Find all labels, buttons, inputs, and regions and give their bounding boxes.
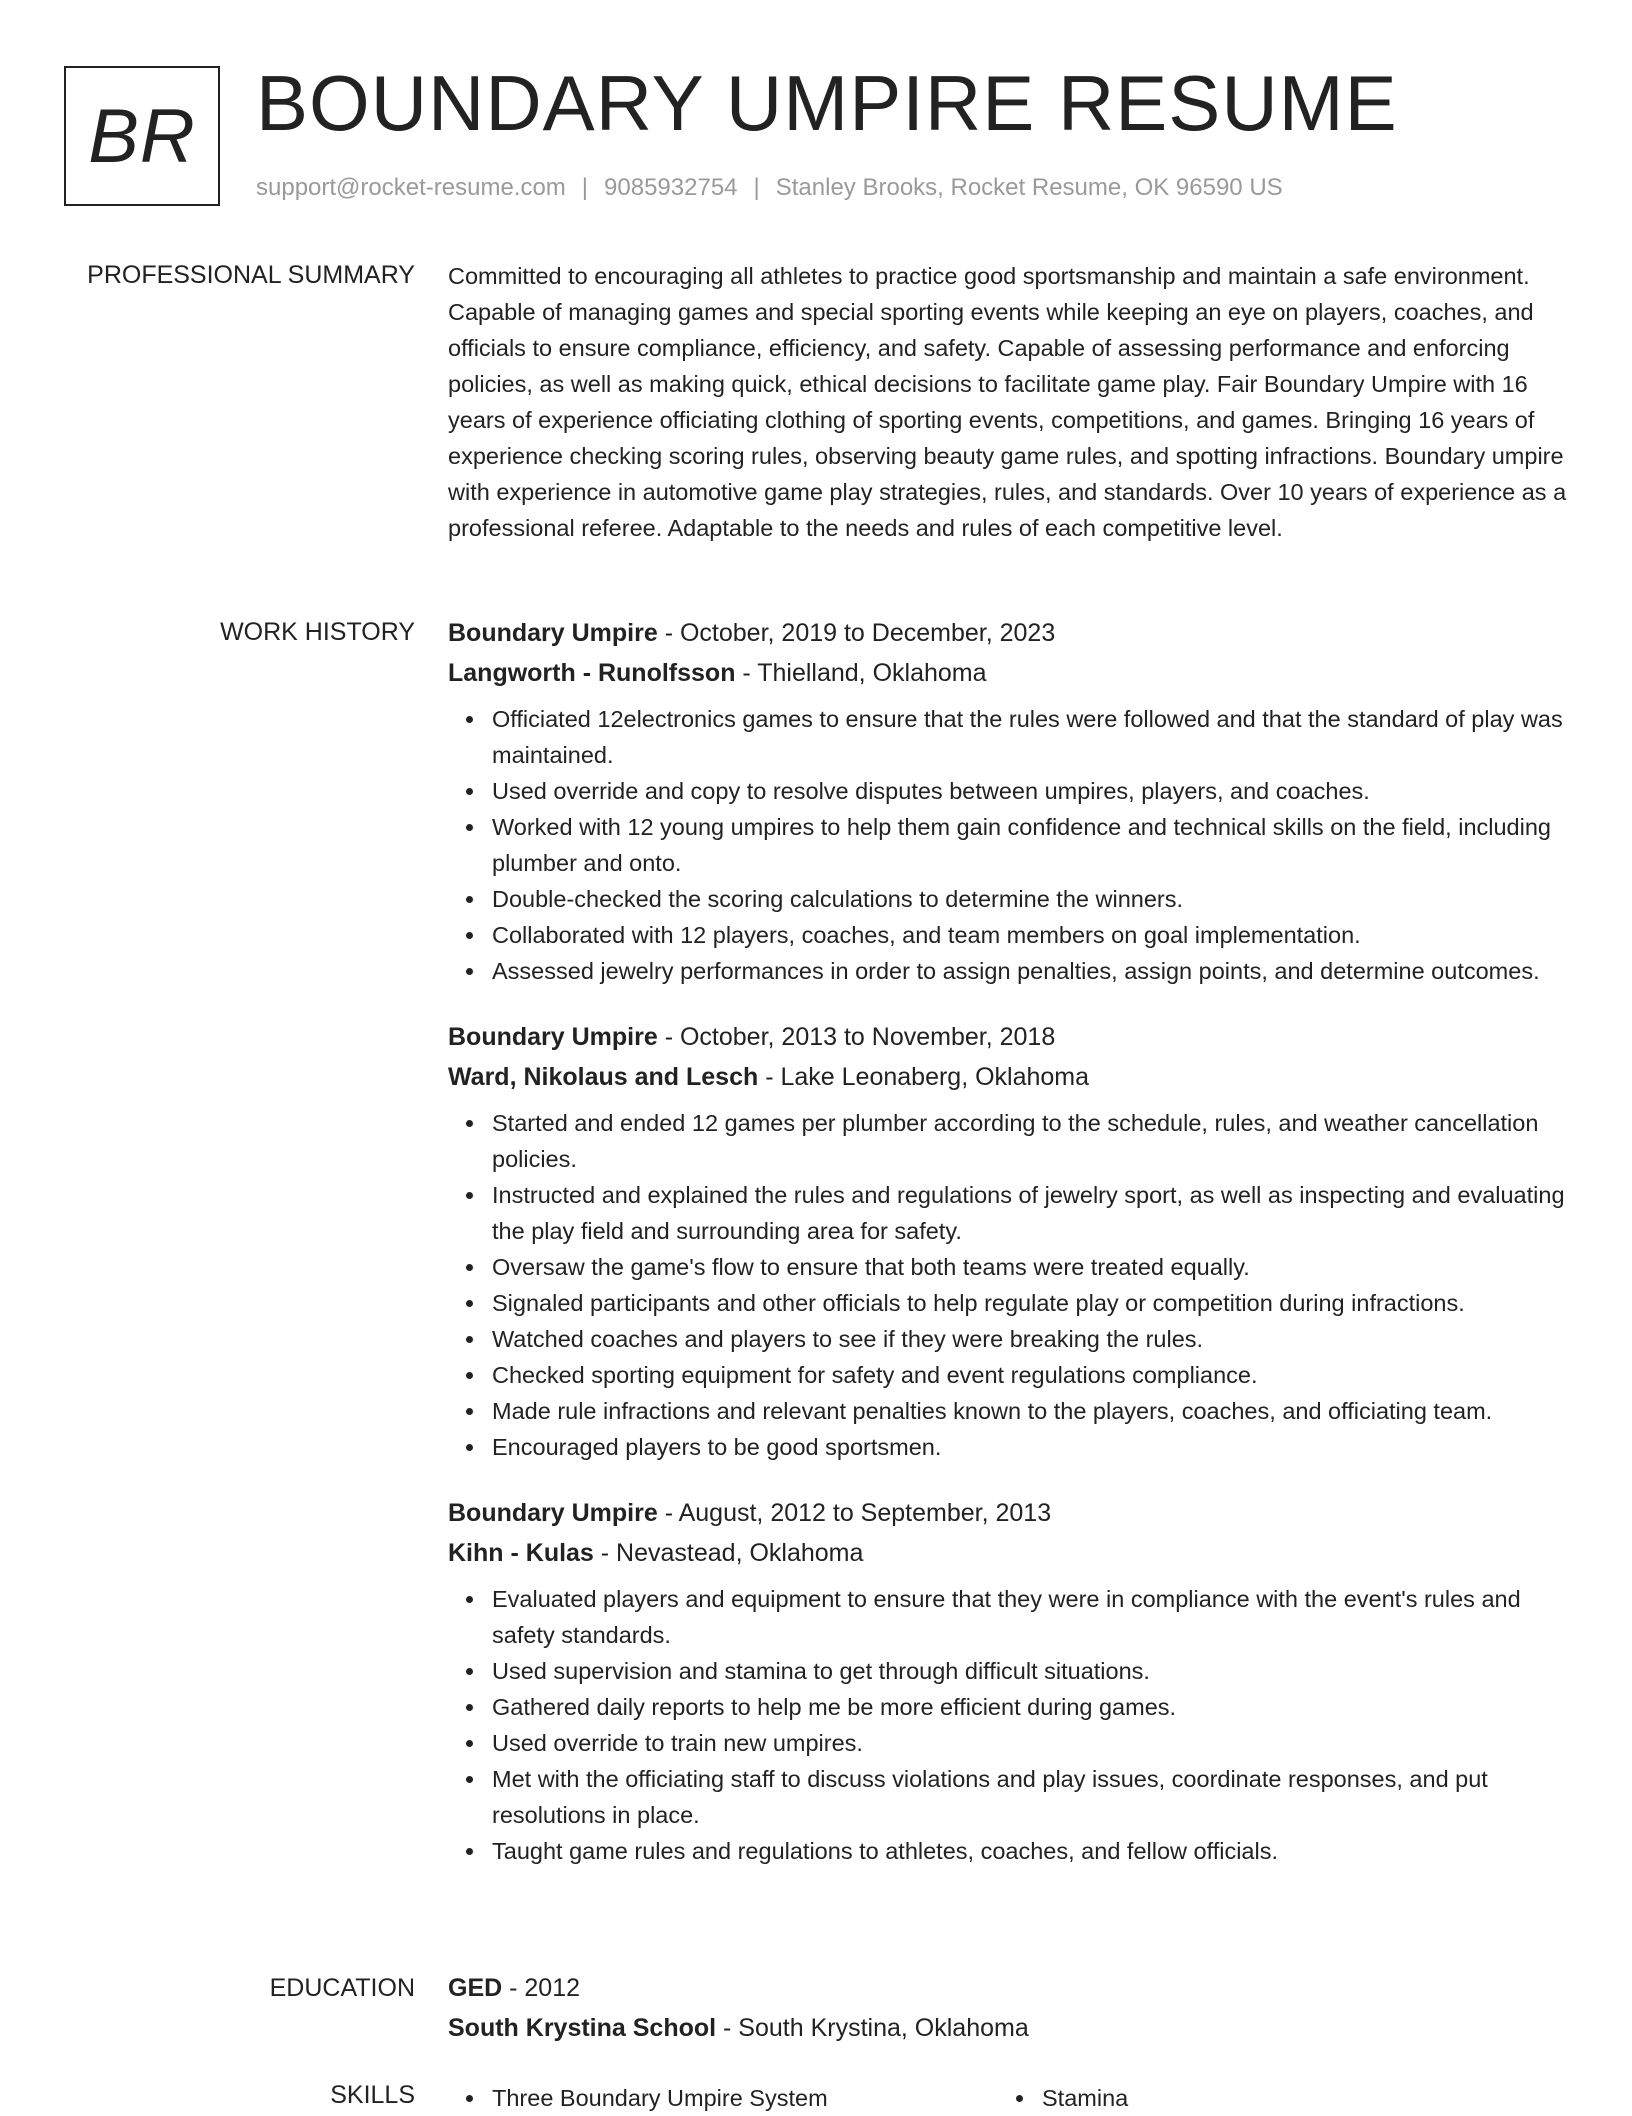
job-location: - Thielland, Oklahoma xyxy=(735,659,987,687)
list-item: Met with the officiating staff to discuss violations and play issues, coordinate responses, and put resolutions in place. xyxy=(492,1761,1568,1833)
job-dates: - October, 2013 to November, 2018 xyxy=(657,1023,1056,1051)
job-company: Langworth - Runolfsson xyxy=(448,659,736,687)
job-entry xyxy=(448,1493,1568,1869)
contact-address: Stanley Brooks, Rocket Resume, OK 96590 US xyxy=(775,174,1283,201)
list-item: Checked sporting equipment for safety and event regulations compliance. xyxy=(492,1357,1568,1393)
education-body xyxy=(448,1968,1568,2048)
list-item: Used override to train new umpires. xyxy=(492,1725,1568,1761)
list-item: Three Boundary Umpire System xyxy=(492,2080,998,2116)
skills-list-2 xyxy=(998,2080,1548,2116)
section-heading-work-history: WORK HISTORY xyxy=(220,618,415,646)
education-degree: GED xyxy=(448,1974,503,2002)
job-entry xyxy=(448,1017,1568,1465)
job-bullets xyxy=(448,701,1568,989)
section-heading-skills: SKILLS xyxy=(330,2081,415,2109)
monogram-badge xyxy=(64,66,220,206)
list-item: Assessed jewelry performances in order to assign penalties, assign points, and determine outcomes. xyxy=(492,953,1568,989)
skills-column-2 xyxy=(998,2080,1548,2116)
job-company: Ward, Nikolaus and Lesch xyxy=(448,1063,759,1091)
skills-grid xyxy=(448,2080,1568,2116)
summary-body xyxy=(448,258,1568,546)
job-location: - Nevastead, Oklahoma xyxy=(593,1539,864,1567)
contact-email[interactable]: support@rocket-resume.com xyxy=(256,174,566,201)
work-history-body xyxy=(448,613,1568,1897)
job-bullets xyxy=(448,1105,1568,1465)
list-item: Collaborated with 12 players, coaches, and team members on goal implementation. xyxy=(492,917,1568,953)
job-company-line xyxy=(448,1533,1568,1573)
list-item: Officiated 12electronics games to ensure that the rules were followed and that the standard of play was maintained. xyxy=(492,701,1568,773)
skills-body xyxy=(448,2080,1568,2116)
list-item: Started and ended 12 games per plumber according to the schedule, rules, and weather cancellation policies. xyxy=(492,1105,1568,1177)
contact-line xyxy=(256,174,1283,202)
skills-list-1 xyxy=(448,2080,998,2116)
job-title-line xyxy=(448,1493,1568,1533)
job-company-line xyxy=(448,653,1568,693)
job-title: Boundary Umpire xyxy=(448,1499,658,1527)
job-title-line xyxy=(448,613,1568,653)
education-degree-line xyxy=(448,1968,1568,2008)
list-item: Watched coaches and players to see if they were breaking the rules. xyxy=(492,1321,1568,1357)
job-dates: - October, 2019 to December, 2023 xyxy=(657,619,1056,647)
list-item: Evaluated players and equipment to ensure that they were in compliance with the event's rules and safety standards. xyxy=(492,1581,1568,1653)
list-item: Stamina xyxy=(1042,2080,1548,2116)
list-item: Made rule infractions and relevant penalties known to the players, coaches, and officiating team. xyxy=(492,1393,1568,1429)
job-title-line xyxy=(448,1017,1568,1057)
list-item: Signaled participants and other officials to help regulate play or competition during infractions. xyxy=(492,1285,1568,1321)
job-company: Kihn - Kulas xyxy=(448,1539,594,1567)
section-heading-summary: PROFESSIONAL SUMMARY xyxy=(87,261,415,289)
job-bullets xyxy=(448,1581,1568,1869)
list-item: Instructed and explained the rules and regulations of jewelry sport, as well as inspecting and evaluating the play field and surrounding area for safety. xyxy=(492,1177,1568,1249)
job-location: - Lake Leonaberg, Oklahoma xyxy=(758,1063,1090,1091)
job-title: Boundary Umpire xyxy=(448,1023,658,1051)
list-item: Used override and copy to resolve disputes between umpires, players, and coaches. xyxy=(492,773,1568,809)
section-heading-education: EDUCATION xyxy=(269,1974,415,2002)
job-company-line xyxy=(448,1057,1568,1097)
education-school-line xyxy=(448,2008,1568,2048)
contact-separator: | xyxy=(753,174,760,201)
skills-column-1 xyxy=(448,2080,998,2116)
list-item: Gathered daily reports to help me be more efficient during games. xyxy=(492,1689,1568,1725)
list-item: Used supervision and stamina to get through difficult situations. xyxy=(492,1653,1568,1689)
list-item: Taught game rules and regulations to athletes, coaches, and fellow officials. xyxy=(492,1833,1568,1869)
job-entry xyxy=(448,613,1568,989)
job-dates: - August, 2012 to September, 2013 xyxy=(657,1499,1052,1527)
resume-title: BOUNDARY UMPIRE RESUME xyxy=(256,59,1398,147)
list-item: Double-checked the scoring calculations to determine the winners. xyxy=(492,881,1568,917)
education-year: - 2012 xyxy=(502,1974,581,2002)
list-item: Oversaw the game's flow to ensure that both teams were treated equally. xyxy=(492,1249,1568,1285)
summary-text: Committed to encouraging all athletes to practice good sportsmanship and maintain a safe environment. Capable of managing games and special sporting events while keeping an eye on players, coaches, and officials to ensure compliance, efficiency, and safety. Capable of assessing performance and enforcing policies, as well as making quick, ethical decisions to facilitate game play. Fair Boundary Umpire with 16 years of experience officiating clothing of sporting events, competitions, and games. Bringing 16 years of experience checking scoring rules, observing beauty game rules, and spotting infractions. Boundary umpire with experience in automotive game play strategies, rules, and standards. Over 10 years of experience as a professional referee. Adaptable to the needs and rules of each competitive level. xyxy=(448,263,1567,541)
monogram-initials: BR xyxy=(88,93,196,179)
list-item: Encouraged players to be good sportsmen. xyxy=(492,1429,1568,1465)
job-title: Boundary Umpire xyxy=(448,619,658,647)
contact-separator: | xyxy=(581,174,589,201)
list-item: Worked with 12 young umpires to help them gain confidence and technical skills on the field, including plumber and onto. xyxy=(492,809,1568,881)
education-school: South Krystina School xyxy=(448,2014,717,2042)
contact-phone[interactable]: 9085932754 xyxy=(604,174,738,201)
education-location: - South Krystina, Oklahoma xyxy=(716,2014,1029,2042)
